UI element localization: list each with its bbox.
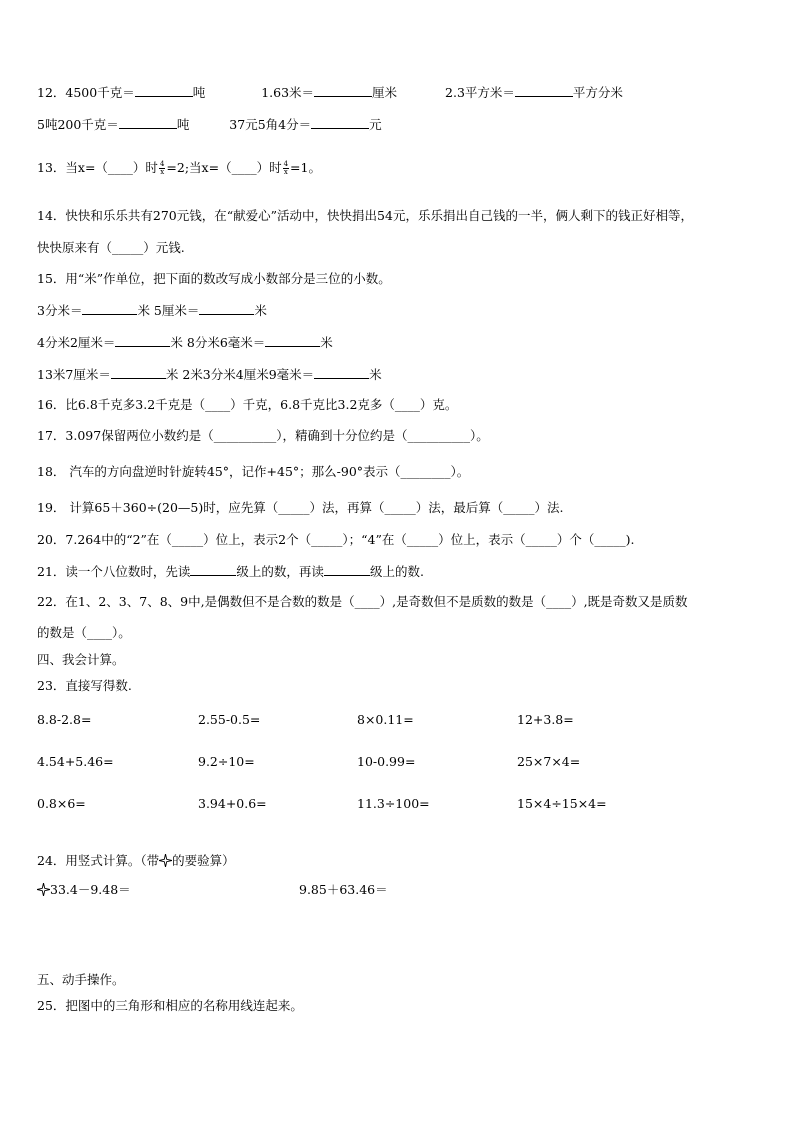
q15-item: 4分米2厘米＝ [37,335,116,350]
unit-label: 米 [369,367,382,382]
fraction [159,161,165,176]
question-21 [37,563,424,580]
q15-item: 3分米＝ [37,303,83,318]
calc-item: 12+3.8= [517,712,574,727]
fraction [283,161,289,176]
q12-item-e: 37元5角4分＝ [229,117,312,132]
question-14-line-1: 14．快快和乐乐共有270元钱，在“献爱心”活动中，快快捐出54元，乐乐捐出自己钱的一半，俩人剩下的钱正好相等， [37,208,693,223]
q13-part-3: =1。 [290,160,321,175]
question-13 [37,160,321,176]
q15-item: 米 8分米6毫米＝ [170,335,266,350]
q15-item: 米 5厘米＝ [137,303,200,318]
unit-label: 厘米 [372,85,398,100]
calc-item: 0.8×6= [37,796,86,811]
q24-expression: 33.4－9.48＝ [50,882,131,897]
section-5-heading: 五、动手操作。 [37,972,125,987]
calc-item: 4.54+5.46= [37,754,114,769]
unit-label: 吨 [176,117,190,132]
answer-blank[interactable] [119,116,177,129]
question-17: 17．3.097保留两位小数约是（__________），精确到十分位约是（__________）。 [37,428,489,443]
q15-item: 13米7厘米＝ [37,367,111,382]
q13-part-2: =2;当x=（____）时 [166,160,282,175]
answer-blank[interactable] [311,116,369,129]
question-23-title: 23．直接写得数. [37,678,132,693]
four-point-star-icon [159,854,172,867]
q21-part: 级上的数，再读 [236,564,324,579]
question-22-line-2: 的数是（____）。 [37,625,131,640]
calc-item: 9.2÷10= [198,754,255,769]
calc-item: 11.3÷100= [357,796,430,811]
question-24-title [37,853,235,869]
fraction-denominator: x [283,168,288,176]
q21-part: 级上的数. [369,564,424,579]
question-15-row-1 [37,302,267,319]
q12-item-d: 5吨200千克＝ [37,117,119,132]
answer-blank[interactable] [190,563,236,576]
question-18: 18． 汽车的方向盘逆时针旋转45°，记作+45°；那么-90°表示（________）。 [37,464,470,479]
question-15-title: 15．用“米”作单位，把下面的数改写成小数部分是三位的小数。 [37,271,391,286]
q13-part-1: 当x=（____）时 [65,160,158,175]
unit-label: 吨 [192,85,206,100]
section-4-heading: 四、我会计算。 [37,652,125,667]
question-15-row-2 [37,334,333,351]
answer-blank[interactable] [199,302,254,315]
answer-blank[interactable] [314,84,372,97]
answer-blank[interactable] [111,366,166,379]
q12-item-a: 4500千克＝ [65,85,135,100]
four-point-star-icon [37,883,50,896]
answer-blank[interactable] [82,302,137,315]
question-12-row-2 [37,116,382,133]
fraction-denominator: x [160,168,165,176]
q15-item: 米 2米3分米4厘米9毫米＝ [165,367,315,382]
calc-item: 10-0.99= [357,754,416,769]
answer-blank[interactable] [515,84,573,97]
question-15-row-3 [37,366,382,383]
q24-title-part: 的要验算） [172,853,235,868]
q24-title-part: 24．用竖式计算。（带 [37,853,160,868]
calc-item: 2.55-0.5= [198,712,261,727]
q24-problem-1 [37,882,131,898]
question-25: 25．把图中的三角形和相应的名称用线连起来。 [37,998,303,1013]
question-number: 12． [37,85,66,100]
calc-item: 8×0.11= [357,712,414,727]
unit-label: 元 [369,117,382,132]
calc-item: 25×7×4= [517,754,581,769]
answer-blank[interactable] [115,334,170,347]
unit-label: 平方分米 [572,85,623,100]
question-20: 20．7.264中的“2”在（_____）位上，表示2个（_____）；“4”在（_____）位上，表示（_____）个（_____). [37,532,635,547]
answer-blank[interactable] [265,334,320,347]
fraction-numerator: 4 [159,160,165,168]
question-22-line-1: 22．在1、2、3、7、8、9中,是偶数但不是合数的数是（____）,是奇数但不是质数的数是（____）,既是奇数又是质数 [37,594,688,609]
q12-item-b: 1.63米＝ [261,85,315,100]
answer-blank[interactable] [314,366,369,379]
answer-blank[interactable] [324,563,370,576]
q24-problem-2: 9.85＋63.46＝ [299,882,388,897]
q12-item-c: 2.3平方米＝ [445,85,515,100]
calc-item: 3.94+0.6= [198,796,267,811]
calc-item: 8.8-2.8= [37,712,92,727]
question-number: 13． [37,160,66,175]
fraction-numerator: 4 [283,160,289,168]
question-16: 16．比6.8千克多3.2千克是（____）千克，6.8千克比3.2克多（____）克。 [37,397,458,412]
unit-label: 米 [320,335,333,350]
calc-item: 15×4÷15×4= [517,796,607,811]
question-12-row-1 [37,84,623,101]
unit-label: 米 [254,303,267,318]
question-19: 19． 计算65＋360÷(20—5)时，应先算（_____）法，再算（_____）法，最后算（_____）法. [37,500,564,515]
answer-blank[interactable] [135,84,193,97]
question-14-line-2: 快快原来有（_____）元钱. [37,240,185,255]
q21-part: 21．读一个八位数时，先读 [37,564,191,579]
